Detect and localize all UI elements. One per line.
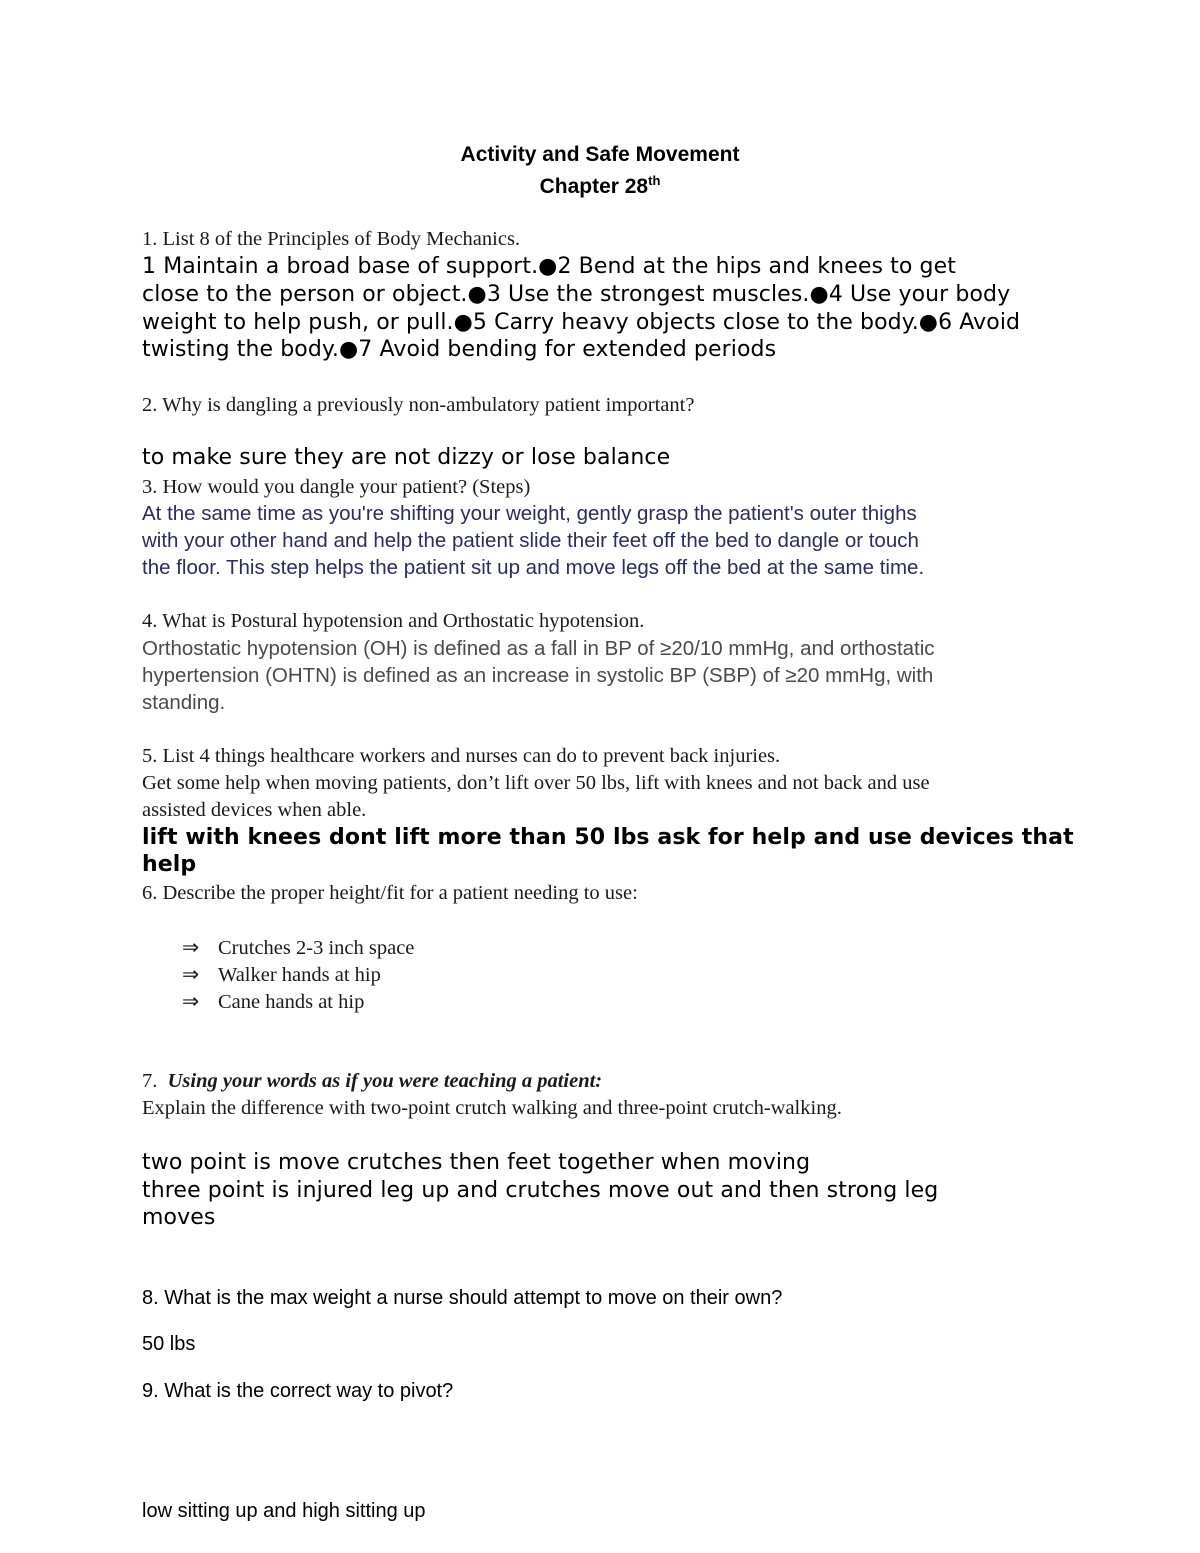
question-4: 4. What is Postural hypotension and Orthostatic hypotension. — [142, 610, 645, 632]
answer-4-line: hypertension (OHTN) is defined as an increase in systolic BP (SBP) of ≥20 mmHg, with — [142, 664, 934, 687]
question-7-number: 7. — [142, 1070, 158, 1092]
list-item — [182, 935, 414, 960]
document-title: Activity and Safe Movement — [460, 143, 740, 166]
answer-9: low sitting up and high sitting up — [142, 1500, 426, 1522]
answer-7-line: three point is injured leg up and crutches move out and then strong leg — [142, 1178, 939, 1203]
answer-1-line: twisting the body.●7 Avoid bending for extended periods — [142, 337, 777, 362]
answer-2: to make sure they are not dizzy or lose balance — [142, 445, 671, 470]
answer-5-line: Get some help when moving patients, don’t lift over 50 lbs, lift with knees and not back and use — [142, 772, 930, 794]
list-item-text: Cane hands at hip — [218, 991, 365, 1013]
question-2: 2. Why is dangling a previously non-ambulatory patient important? — [142, 394, 695, 416]
arrow-icon: ⇒ — [182, 964, 200, 986]
list-item-text: Crutches 2-3 inch space — [218, 937, 415, 959]
answer-7-line: moves — [142, 1205, 216, 1230]
chapter-heading — [0, 173, 1200, 199]
question-5: 5. List 4 things healthcare workers and nurses can do to prevent back injuries. — [142, 745, 781, 767]
question-7-emphasis: Using your words as if you were teaching a patient: — [167, 1070, 603, 1092]
question-6: 6. Describe the proper height/fit for a patient needing to use: — [142, 882, 638, 904]
answer-5-line: assisted devices when able. — [142, 799, 367, 821]
answer-3-line: At the same time as you're shifting your weight, gently grasp the patient's outer thighs — [142, 502, 917, 525]
list-item — [182, 989, 364, 1014]
answer-4-line: standing. — [142, 691, 226, 714]
question-9: 9. What is the correct way to pivot? — [142, 1380, 454, 1402]
answer-3-line: with your other hand and help the patient slide their feet off the bed to dangle or touch — [142, 529, 919, 552]
answer-4-line: Orthostatic hypotension (OH) is defined as a fall in BP of ≥20/10 mmHg, and orthostatic — [142, 637, 935, 660]
answer-3-line: the floor. This step helps the patient sit up and move legs off the bed at the same time. — [142, 556, 925, 579]
arrow-icon: ⇒ — [182, 991, 200, 1013]
answer-1-line: weight to help push, or pull.●5 Carry heavy objects close to the body.●6 Avoid — [142, 310, 1021, 335]
question-8: 8. What is the max weight a nurse should attempt to move on their own? — [142, 1287, 783, 1309]
answer-7-line: two point is move crutches then feet together when moving — [142, 1150, 811, 1175]
arrow-icon: ⇒ — [182, 937, 200, 959]
answer-5b-line: help — [142, 852, 197, 877]
answer-1-line: close to the person or object.●3 Use the strongest muscles.●4 Use your body — [142, 282, 1011, 307]
answer-1-line: 1 Maintain a broad base of support.●2 Bend at the hips and knees to get — [142, 254, 956, 279]
chapter-superscript: th — [648, 173, 661, 188]
question-1: 1. List 8 of the Principles of Body Mechanics. — [142, 228, 521, 250]
question-3: 3. How would you dangle your patient? (Steps) — [142, 476, 531, 498]
list-item-text: Walker hands at hip — [218, 964, 381, 986]
list-item — [182, 962, 381, 987]
question-7-text: Explain the difference with two-point crutch walking and three-point crutch-walking. — [142, 1097, 842, 1119]
chapter-text: Chapter 28 — [539, 175, 649, 198]
answer-5b-line: lift with knees dont lift more than 50 lbs ask for help and use devices that — [142, 825, 1074, 850]
question-7 — [142, 1070, 602, 1093]
answer-8: 50 lbs — [142, 1333, 196, 1355]
